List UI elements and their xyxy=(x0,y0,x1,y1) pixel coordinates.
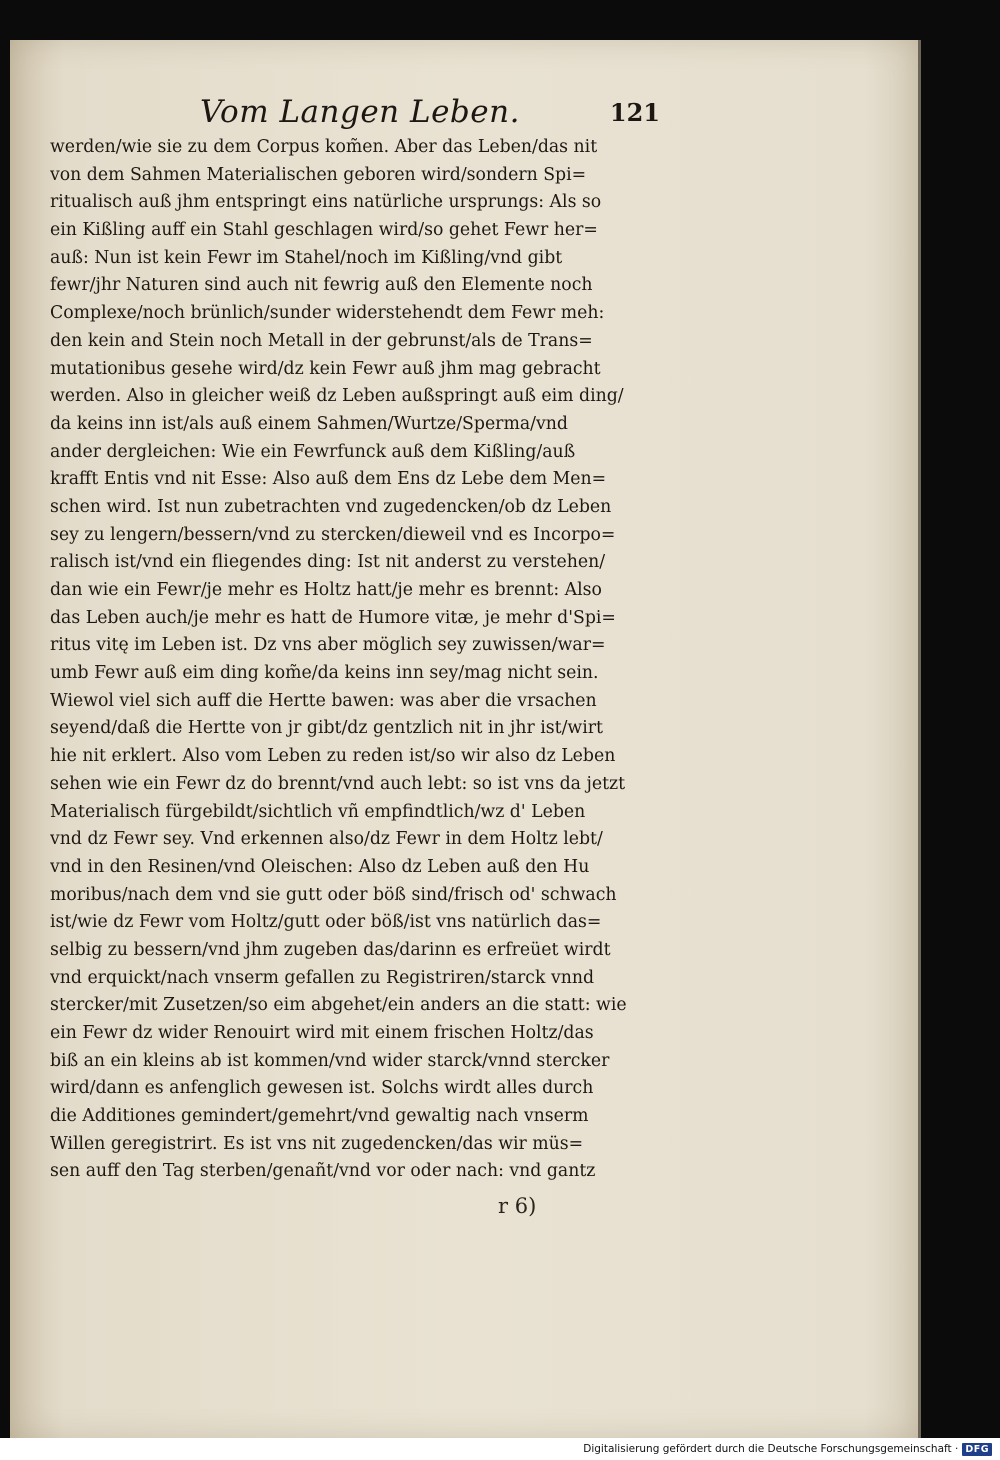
text-line: ralisch ist/vnd ein fliegendes ding: Ist nit anderst zu verstehen/ xyxy=(50,552,606,573)
text-line: seyend/daß die Hertte von jr gibt/dz gentzlich nit in jhr ist/wirt xyxy=(50,718,603,739)
text-line: ritualisch auß jhm entspringt eins natürliche ursprungs: Als so xyxy=(50,192,602,213)
text-line: vnd erquickt/nach vnserm gefallen zu Registriren/starck vnnd xyxy=(50,967,595,988)
running-head-title: Vom Langen Leben. xyxy=(200,94,520,130)
text-line: sen auff den Tag sterben/genañt/vnd vor oder nach: vnd gantz xyxy=(50,1161,596,1182)
text-line: sehen wie ein Fewr dz do brennt/vnd auch lebt: so ist vns da jetzt xyxy=(50,773,626,794)
text-line: Materialisch fürgebildt/sichtlich vñ empfindtlich/wz d' Leben xyxy=(50,801,586,822)
page-number: 121 xyxy=(609,97,660,127)
text-line: werden. Also in gleicher weiß dz Leben außspringt auß eim ding/ xyxy=(50,386,624,407)
text-line: sey zu lengern/bessern/vnd zu stercken/dieweil vnd es Incorpo= xyxy=(50,524,616,545)
text-line: den kein and Stein noch Metall in der gebrunst/als de Trans= xyxy=(50,330,593,351)
funding-note: Digitalisierung gefördert durch die Deutsche Forschungsgemeinschaft · xyxy=(583,1443,959,1455)
text-line: ein Fewr dz wider Renouirt wird mit einem frischen Holtz/das xyxy=(50,1023,594,1043)
text-line: mutationibus gesehe wird/dz kein Fewr auß jhm mag gebracht xyxy=(50,358,601,379)
text-line: schen wird. Ist nun zubetrachten vnd zugedencken/ob dz Leben xyxy=(50,496,612,517)
body-text xyxy=(50,134,670,1186)
text-line: umb Fewr auß eim ding kom̃e/da keins inn sey/mag nicht sein. xyxy=(50,663,599,684)
text-line: wird/dann es anfenglich gewesen ist. Solchs wirdt alles durch xyxy=(50,1078,594,1099)
text-line: vnd dz Fewr sey. Vnd erkennen also/dz Fewr in dem Holtz lebt/ xyxy=(50,829,603,850)
text-line: Wiewol viel sich auff die Hertte bawen: was aber die vrsachen xyxy=(50,690,597,711)
text-line: ritus vitę im Leben ist. Dz vns aber möglich sey zuwissen/war= xyxy=(50,635,606,656)
text-line: werden/wie sie zu dem Corpus kom̃en. Aber das Leben/das nit xyxy=(50,137,598,157)
text-line: dan wie ein Fewr/je mehr es Holtz hatt/je mehr es brennt: Also xyxy=(50,580,602,600)
running-head xyxy=(200,92,660,132)
text-line: selbig zu bessern/vnd jhm zugeben das/darinn es erfreüet wirdt xyxy=(50,939,611,960)
text-line: die Additiones gemindert/gemehrt/vnd gewaltig nach vnserm xyxy=(50,1106,589,1127)
text-line: Willen geregistrirt. Es ist vns nit zugedencken/das wir müs= xyxy=(50,1133,584,1154)
text-line: stercker/mit Zusetzen/so eim abgehet/ein anders an die statt: wie xyxy=(50,995,627,1016)
text-line: biß an ein kleins ab ist kommen/vnd wider starck/vnnd stercker xyxy=(50,1050,610,1071)
text-line: vnd in den Resinen/vnd Oleischen: Also dz Leben auß den Hu xyxy=(50,856,590,877)
text-line: hie nit erklert. Also vom Leben zu reden ist/so wir also dz Leben xyxy=(50,746,616,767)
page-edge xyxy=(918,40,921,1438)
text-line: krafft Entis vnd nit Esse: Also auß dem Ens dz Lebe dem Men= xyxy=(50,469,607,490)
dfg-logo-icon[interactable]: DFG xyxy=(962,1443,992,1456)
signature-mark: r 6) xyxy=(498,1194,537,1218)
footer-bar xyxy=(0,1438,1000,1460)
text-line: ist/wie dz Fewr vom Holtz/gutt oder böß/ist vns natürlich das= xyxy=(50,912,602,933)
text-line: von dem Sahmen Materialischen geboren wird/sondern Spi= xyxy=(50,164,587,185)
text-line: moribus/nach dem vnd sie gutt oder böß sind/frisch od' schwach xyxy=(50,884,617,905)
text-line: auß: Nun ist kein Fewr im Stahel/noch im Kißling/vnd gibt xyxy=(50,247,563,268)
text-line: Complexe/noch brünlich/sunder widerstehendt dem Fewr meh: xyxy=(50,303,605,324)
text-line: ander dergleichen: Wie ein Fewrfunck auß dem Kißling/auß xyxy=(50,441,576,462)
text-line: das Leben auch/je mehr es hatt de Humore vitæ, je mehr d'Spi= xyxy=(50,607,616,628)
text-line: ein Kißling auff ein Stahl geschlagen wird/so gehet Fewr her= xyxy=(50,220,598,241)
text-line: da keins inn ist/als auß einem Sahmen/Wurtze/Sperma/vnd xyxy=(50,413,568,434)
text-line: fewr/jhr Naturen sind auch nit fewrig auß den Elemente noch xyxy=(50,275,593,296)
